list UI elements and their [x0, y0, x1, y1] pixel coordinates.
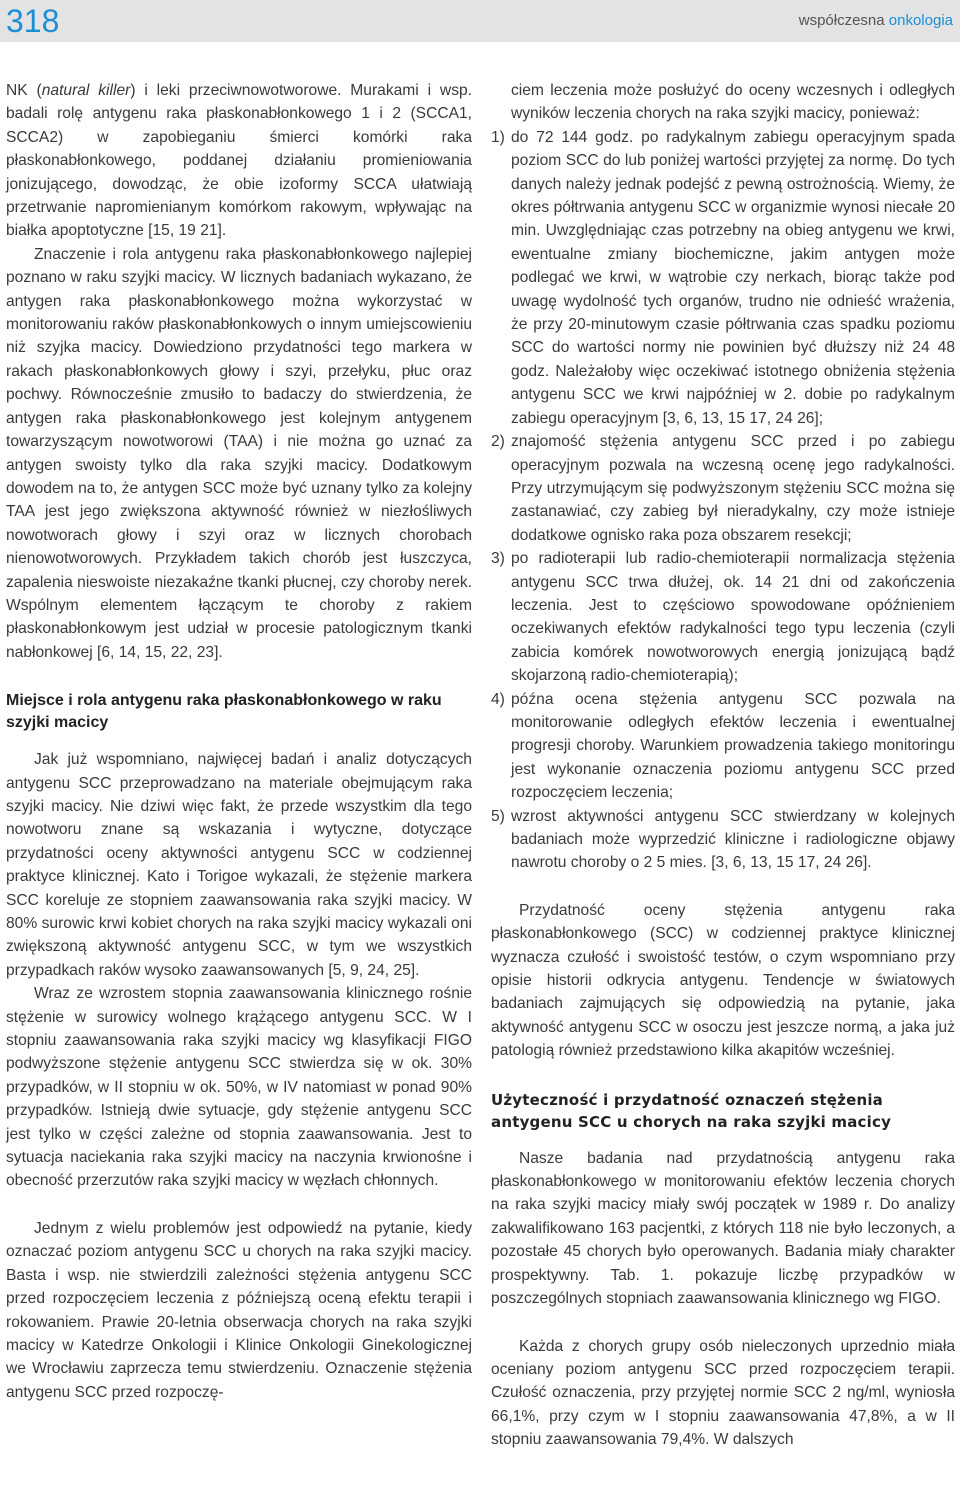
list-text: po radioterapii lub radio-chemioterapii normalizacja stężenia antygenu SCC trwa dłużej, ok. 14 21 dni od zakończenia leczenia. Jest to częściowo spowodowane opóźnieniem oczekiwanych efektów radykalności tego typu leczenia (czyli zabicia komórek nowotworowych energią jonizującą bądź skojarzoną radio-chemioterapią);: [511, 550, 955, 685]
paragraph: Jak już wspomniano, najwięcej badań i analiz dotyczących antygenu SCC przeprowadzano na materiale obejmującym raka szyjki macicy. Nie dziwi więc fakt, że przede wszystkim dla tego nowotworu znane są wskazania i wytyczne, dotyczące przydatności oceny aktywności antygenu SCC w codziennej praktyce klinicznej. Kato i Torigoe wykazali, że stężenie markera SCC koreluje ze stopniem zaawansowania raka szyjki macicy. W 80% surowic krwi kobiet chorych na raka szyjki macicy wykazali oni zwiększoną aktywność antygenu SCC, w tym we wszystkich przypadkach raków wysoko zaawansowanych [5, 9, 24, 25].: [6, 751, 472, 979]
journal-title: [799, 12, 953, 29]
page-header: [0, 0, 960, 42]
list-item: [491, 805, 955, 875]
list-item: [491, 688, 955, 805]
paragraph: Przydatność oceny stężenia antygenu raka płaskonabłonkowego (SCC) w codziennej praktyce klinicznej wyznacza czułość i swoistość testów, o czym wspomniano przy opisie historii odkrycia antygenu. Tendencje w światowych badaniach zajmujących się odpowiedzią na pytanie, jaka aktywność antygenu SCC w osoczu jest jeszcze normą, a jaka już patologią również przedstawiono kilka akapitów wcześniej.: [491, 901, 955, 1060]
list-number: 2): [491, 433, 505, 451]
text-run: NK (: [6, 82, 42, 99]
paragraph: Znaczenie i rola antygenu raka płaskonabłonkowego najlepiej poznano w raku szyjki macicy. W licznych badaniach wykazano, że antygen raka płaskonabłonkowego można wykorzystać w monitorowaniu raków płaskonabłonkowych o innym umiejscowieniu niż szyjka macicy. Dowiedziono przydatności tego markera w rakach płaskonabłonkowych głowy i szyi, przełyku, płuc oraz pochwy. Równocześnie zmusiło to badaczy do stwierdzenia, że antygen raka płaskonabłonkowego jest kolejnym antygenem towarzyszącym nowotworowi (TAA) i nie można go uznać za antygen swoisty tylko dla raka szyjki macicy. Dodatkowym dowodem na to, że antygen SCC może być uznany tylko za kolejny TAA jest jego zwiększona aktywność również w niezłośliwych nowotworach głowy i szyi oraz w licznych chorobach nienowotworowych. Przykładem takich chorób jest łuszczyca, zapalenia nieswoiste niezakaźne tkanki płucnej, czy choroby nerek. Wspólnym elementem łączącym te choroby z rakiem płaskonabłonkowym jest udział w procesie patologicznym tkanki nabłonkowej [6, 14, 15, 22, 23].: [6, 245, 472, 661]
list-text: znajomość stężenia antygenu SCC przed i po zabiegu operacyjnym pozwala na wczesną ocenę jego radykalności. Przy utrzymującym się podwyższonym stężeniu SCC można się zastanawiać, czy zabieg był nieradykalny, czy może istnieje dodatkowe ognisko raka poza obszarem resekcji;: [511, 433, 955, 544]
paragraph: Wraz ze wzrostem stopnia zaawansowania klinicznego rośnie stężenie w surowicy wolnego krążącego antygenu SCC. W I stopniu zaawansowania raka szyjki macicy wg klasyfikacji FIGO podwyższone stężenie antygenu SCC stwierdza się w ok. 30% przypadków, w II stopniu w ok. 50%, w IV natomiast w ponad 90% przypadków. Istnieją dwie sytuacje, gdy stężenie antygenu SCC jest tylko w części zależne od stopnia zaawansowania. Jest to sytuacja naciekania raka szyjki macicy na naczynia krwionośne i obecność przerzutów raka szyjki macicy w węzłach chłonnych.: [6, 985, 472, 1190]
section-heading: Użyteczność i przydatność oznaczeń stężenia antygenu SCC u chorych na raka szyjki macicy: [491, 1090, 892, 1131]
paragraph: Każda z chorych grupy osób nieleczonych uprzednio miała oceniany poziom antygenu SCC przed rozpoczęciem terapii. Czułość oznaczenia, przy przyjętej normie SCC 2 ng/ml, wyniosła 66,1%, przy czym w I stopniu zaawansowania 47,8%, a w II stopniu zaawansowania 79,4%. W dalszych: [491, 1337, 955, 1449]
section-heading: Miejsce i rola antygenu raka płaskonabłonkowego w raku szyjki macicy: [6, 692, 442, 732]
list-number: 1): [491, 128, 505, 146]
list-number: 3): [491, 550, 505, 568]
paragraph: Jednym z wielu problemów jest odpowiedź na pytanie, kiedy oznaczać poziom antygenu SCC u chorych na raka szyjki macicy. Basta i wsp. nie stwierdzili zależności stężenia antygenu SCC przed rozpoczęciem leczenia z późniejszą oceną efektu terapii i rokowaniem. Prawie 20-letnia obserwacja chorych na raka szyjki macicy w Katedrze Onkologii i Klinice Onkologii Ginekologicznej we Wrocławiu zaprzecza temu stwierdzeniu. Oznaczenie stężenia antygenu SCC przed rozpoczę-: [6, 1219, 472, 1401]
list-text: późna ocena stężenia antygenu SCC pozwala na monitorowanie odległych efektów leczenia i ewentualnej progresji choroby. Warunkiem prowadzenia takiego monitoringu jest wykonanie oznaczenia poziomu antygenu SCC przed rozpoczęciem leczenia;: [511, 690, 955, 802]
list-item: [491, 126, 955, 430]
numbered-list: [491, 126, 955, 875]
list-item: [491, 430, 955, 547]
left-column: [6, 79, 472, 1404]
text-run: ) i leki przeciwnowotworowe. Murakami i wsp. badali rolę antygenu raka płaskonabłonkowego 1 i 2 (SCCA1, SCCA2) w zapobieganiu śmierci komórki raka płaskonabłonkowego, poddanej działaniu promieniowania jonizującego, dowodząc, że obie izoformy SCCA ułatwiają przetrwanie napromienianym komórkom rakowym, wpływając na białka apoptotyczne [15, 19 21].: [6, 82, 472, 240]
paragraph: [6, 79, 472, 243]
list-number: 5): [491, 807, 505, 825]
paragraph: Nasze badania nad przydatnością antygenu raka płaskonabłonkowego w monitorowaniu efektów leczenia chorych na raka szyjki macicy miały swój początek w 1989 r. Do analizy zakwalifikowano 163 pacjentki, z których 118 nie było leczonych, a pozostałe 45 chorych było operowanych. Badania miały charakter prospektywny. Tab. 1. pokazuje liczbę przypadków w poszczególnych stopniach zaawansowania klinicznego wg FIGO.: [491, 1149, 955, 1308]
italic-term: natural killer: [41, 82, 131, 99]
journal-title-accent: onkologia: [888, 12, 953, 29]
list-item: [491, 547, 955, 687]
right-column: [491, 79, 955, 1452]
list-text: do 72 144 godz. po radykalnym zabiegu operacyjnym spada poziom SCC do lub poniżej wartości przyjętej za normę. Do tych danych należy jednak podejść z pewną ostrożnością. Wiemy, że okres półtrwania antygenu SCC w organizmie wynosi niecałe 20 min. Uwzględniając czas potrzebny na obieg antygenu we krwi, ewentualne zmiany biochemiczne, jakim antygen może podlegać we krwi, w wątrobie czy nerkach, biorąc także pod uwagę wydolność tych organów, trudno nie odnieść wrażenia, że przy 20-minutowym czasie półtrwania czas spadku poziomu SCC do wartości normy nie powinien być dłuższy niż 24 48 godz. Należałoby więc oczekiwać istotnego obniżenia stężenia antygenu SCC we krwi najpóźniej w 2. dobie po radykalnym zabiegu operacyjnym [3, 6, 13, 15 17, 24 26];: [511, 128, 955, 427]
list-continuation: ciem leczenia może posłużyć do oceny wczesnych i odległych wyników leczenia chorych na raka szyjki macicy, ponieważ:: [511, 82, 955, 123]
journal-title-prefix: współczesna: [798, 12, 889, 29]
list-text: wzrost aktywności antygenu SCC stwierdzany w kolejnych badaniach może wyprzedzić kliniczne i radiologiczne objawy nawrotu choroby o 2 5 mies. [3, 6, 13, 15 17, 24 26].: [511, 807, 955, 872]
page-number: 318: [6, 3, 60, 39]
list-number: 4): [491, 690, 505, 708]
